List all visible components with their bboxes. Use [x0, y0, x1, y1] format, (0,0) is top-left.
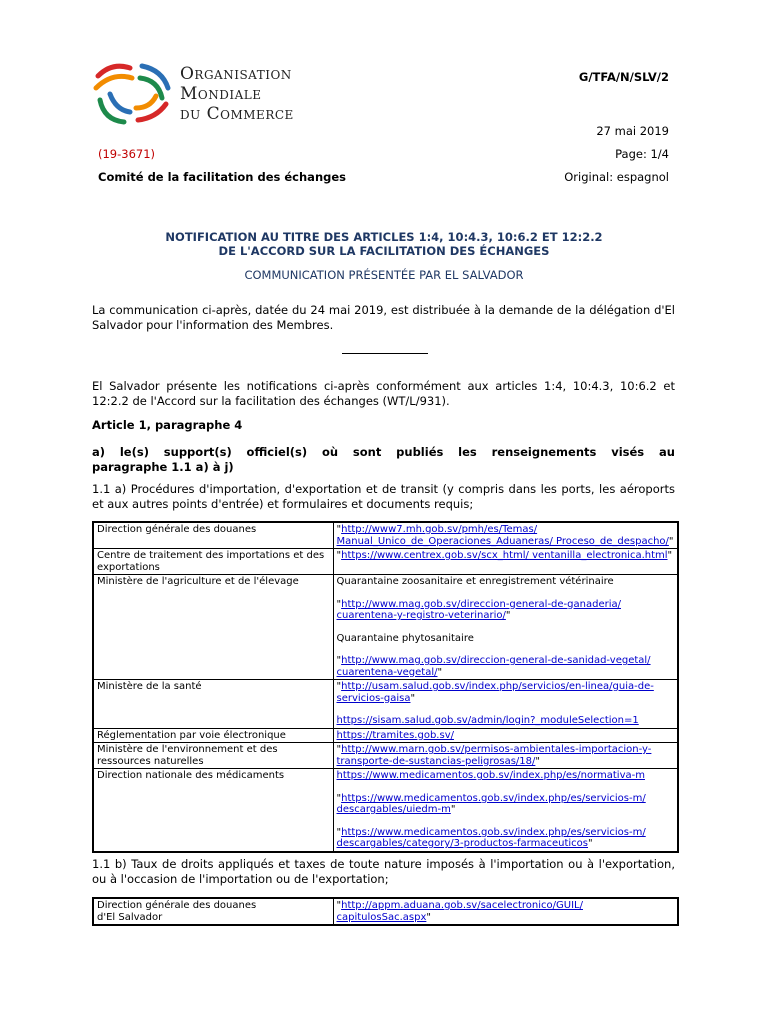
sanidad-vegetal-link[interactable]: http://www.mag.gob.sv/direccion-general-de-sanidad-vegetal/ cuarentena-vegetal/ [336, 655, 651, 678]
table-row [93, 898, 678, 925]
wto-emblem-icon [90, 58, 176, 130]
table-cell-source [333, 680, 678, 729]
medicamentos-normativa-link[interactable]: https://www.medicamentos.gob.sv/index.php/es/normativa-m [336, 770, 645, 781]
org-name-line2: Mondiale [180, 84, 262, 104]
table-cell-authority [93, 898, 333, 925]
heading-word: le(s) [119, 445, 149, 459]
quote-mark: " [336, 655, 342, 666]
heading-word: officiel(s) [246, 445, 308, 459]
quote-mark: " [535, 755, 540, 767]
medicamentos-productos-link[interactable]: https://www.medicamentos.gob.sv/index.php/es/servicios-m/ descargables/category/3-productos-farmaceuticos [336, 826, 646, 849]
table-cell-authority: Centre de traitement des importations et des exportations [93, 549, 333, 575]
tramites-link[interactable]: https://tramites.gob.sv/ [336, 729, 454, 741]
medicamentos-uiedm-link[interactable]: https://www.medicamentos.gob.sv/index.php/es/servicios-m/ descargables/uiedm-m [336, 792, 646, 815]
aduana-sac-link[interactable]: http://appm.aduana.gob.sv/sacelectronico/GUIL/ capitulosSac.aspx [336, 900, 583, 923]
quote-mark: " [437, 666, 443, 678]
quote-mark: " [336, 550, 342, 561]
table-row [93, 743, 678, 769]
quote-mark: " [336, 598, 342, 610]
document-subtitle: COMMUNICATION PRÉSENTÉE PAR EL SALVADOR [244, 268, 524, 282]
quote-mark: " [336, 524, 342, 535]
quote-mark: " [426, 911, 431, 923]
heading-word: sont [352, 445, 382, 459]
subsection-a-line1 [92, 445, 675, 460]
table-row [93, 769, 678, 852]
table-row [93, 728, 678, 743]
quote-mark: " [336, 900, 342, 911]
heading-word: au [658, 445, 675, 459]
heading-word: où [321, 445, 339, 459]
title-line2: DE L'ACCORD SUR LA FACILITATION DES ÉCHANGES [218, 244, 550, 258]
ganaderia-link[interactable]: http://www.mag.gob.sv/direccion-general-de-ganaderia/ cuarentena-y-registro-veterinario/ [336, 598, 621, 621]
table-cell-source [333, 728, 678, 743]
document-date: 27 mai 2019 [596, 124, 669, 138]
table-cell-source [333, 522, 678, 549]
quote-mark: " [588, 838, 593, 849]
table-row [93, 680, 678, 729]
quote-mark: " [450, 804, 456, 815]
authority-line1: Direction générale des douanes [97, 900, 257, 911]
quote-mark: " [336, 792, 342, 804]
table-cell-authority: Direction nationale des médicaments [93, 769, 333, 852]
org-name-line3: du Commerce [180, 104, 294, 124]
quote-mark: " [336, 826, 342, 838]
document-reference: G/TFA/N/SLV/2 [578, 70, 669, 84]
paragraph-1-1-b: 1.1 b) Taux de droits appliqués et taxes de toute nature imposés à l'importation ou à l'exportation, ou à l'occasion de l'importation ou de l'exportation; [92, 857, 675, 886]
paragraph-1-1-a: 1.1 a) Procédures d'importation, d'exportation et de transit (y compris dans les ports, les aéroports et aux autres points d'entrée) et formulaires et documents requis; [92, 482, 675, 511]
table-cell-authority: Ministère de la santé [93, 680, 333, 729]
article-heading: Article 1, paragraphe 4 [92, 418, 243, 432]
document-title [98, 230, 670, 258]
table-cell-authority: Ministère de l'agriculture et de l'élevage [93, 575, 333, 680]
table-cell-authority: Ministère de l'environnement et des ressources naturelles [93, 743, 333, 769]
notification-paragraph: El Salvador présente les notifications ci-après conformément aux articles 1:4, 10:4.3, 10:6.2 et 12:2.2 de l'Accord sur la facilitation des échanges (WT/L/931). [92, 379, 675, 408]
phytosanitary-label: Quarantaine phytosanitaire [336, 632, 474, 644]
table-cell-source [333, 769, 678, 852]
quote-mark: " [668, 535, 674, 547]
committee-name: Comité de la facilitation des échanges [98, 170, 347, 184]
sisam-login-link[interactable]: https://sisam.salud.gob.sv/admin/login?_moduleSelection=1 [336, 715, 639, 726]
marn-link[interactable]: http://www.marn.gob.sv/permisos-ambientales-importacion-y-transporte-de-sustancias-peligrosas/18/ [336, 744, 652, 767]
table-cell-source [333, 549, 678, 575]
table-row [93, 575, 678, 680]
table-1-1-b [92, 897, 679, 926]
heading-word: les [458, 445, 477, 459]
quote-mark: " [410, 692, 416, 704]
subsection-a-line2: paragraphe 1.1 a) à j) [92, 460, 234, 474]
zoosanitary-label: Quarantaine zoosanitaire et enregistrement vétérinaire [336, 576, 614, 587]
intro-paragraph: La communication ci-après, datée du 24 mai 2019, est distribuée à la demande de la délégation d'El Salvador pour l'information des Membres. [92, 303, 675, 332]
table-cell-source [333, 898, 678, 925]
centrex-link[interactable]: https://www.centrex.gob.sv/scx_html/ ventanilla_electronica.html [341, 550, 668, 561]
quote-mark: " [336, 681, 342, 692]
table-row [93, 522, 678, 549]
salud-services-link[interactable]: http://usam.salud.gob.sv/index.php/servicios/en-linea/guia-de-servicios-gaisa [336, 681, 654, 704]
table-cell-source [333, 575, 678, 680]
table-1-1-a [92, 521, 679, 853]
heading-word: support(s) [163, 445, 232, 459]
heading-word: a) [92, 445, 106, 459]
table-cell-source [333, 743, 678, 769]
subsection-a-heading [92, 445, 675, 475]
quote-mark: " [336, 744, 342, 755]
org-name [180, 64, 294, 124]
authority-line2: d'El Salvador [97, 911, 163, 923]
original-language: Original: espagnol [564, 170, 669, 184]
page-indicator: Page: 1/4 [615, 147, 669, 161]
heading-word: visés [611, 445, 645, 459]
customs-link[interactable]: http://www7.mh.gob.sv/pmh/es/Temas/ Manual_Unico_de_Operaciones_Aduaneras/ Proceso_de_despacho/ [336, 524, 669, 547]
heading-word: publiés [396, 445, 444, 459]
separator-line [342, 353, 428, 354]
table-row [93, 549, 678, 575]
table-cell-authority: Direction générale des douanes [93, 522, 333, 549]
table-cell-authority: Réglementation par voie électronique [93, 728, 333, 743]
heading-word: renseignements [491, 445, 597, 459]
title-line1: NOTIFICATION AU TITRE DES ARTICLES 1:4, 10:4.3, 10:6.2 ET 12:2.2 [165, 230, 603, 244]
quote-mark: " [505, 610, 511, 621]
document-number: (19-3671) [98, 147, 156, 161]
quote-mark: " [667, 550, 673, 561]
org-name-line1: Organisation [180, 64, 292, 84]
